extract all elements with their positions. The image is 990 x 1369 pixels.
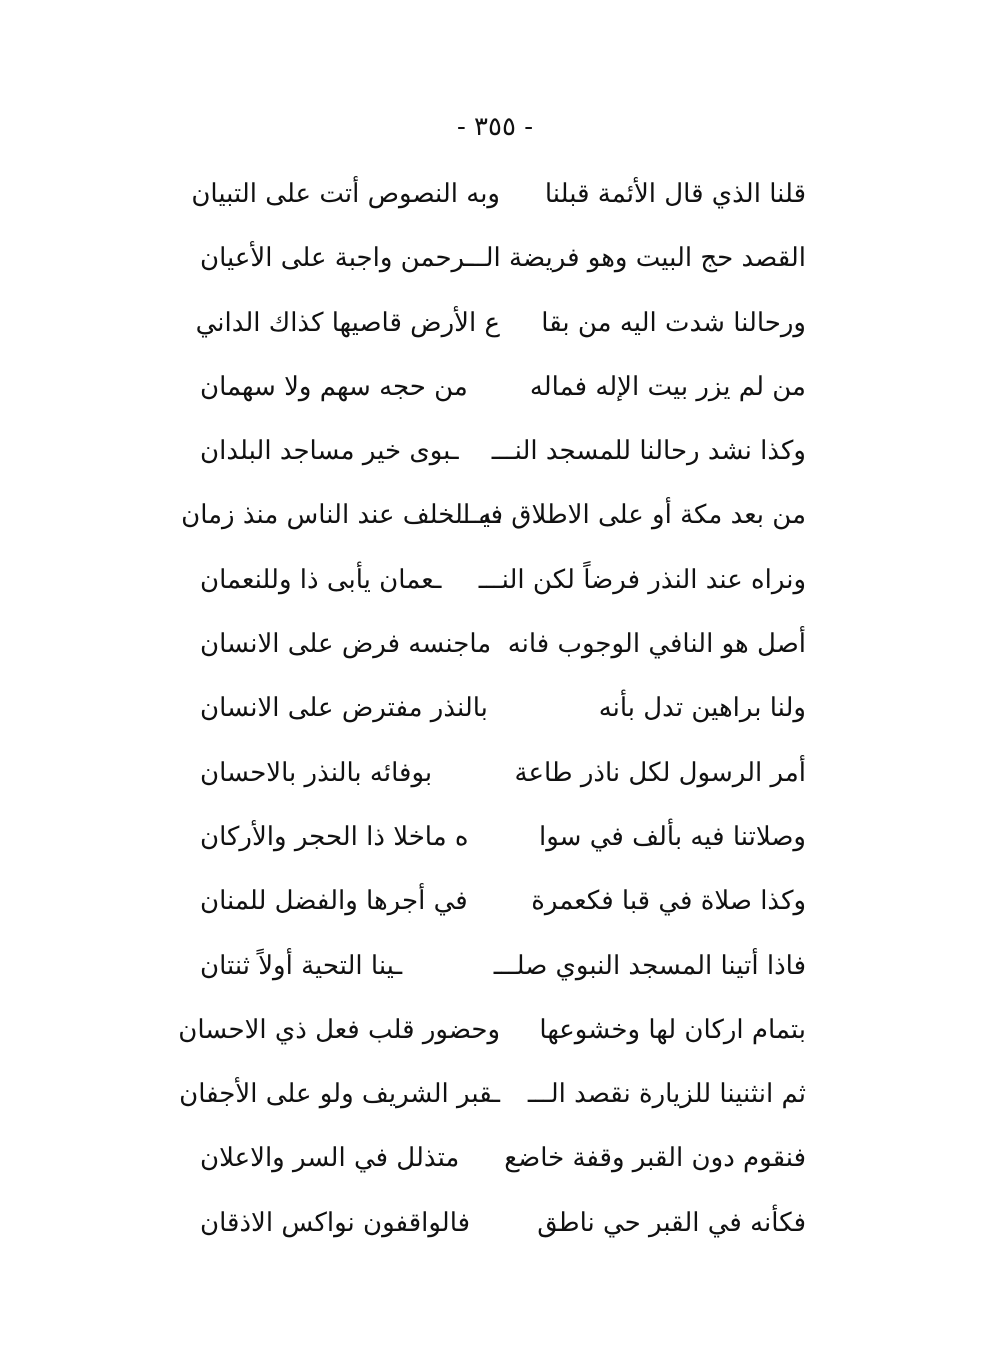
verse	[200, 1136, 806, 1200]
verse-first-half: أمر الرسول لكل ناذر طاعة	[514, 757, 806, 788]
verse-first-half: أصل هو النافي الوجوب فانه	[507, 629, 806, 660]
verse-first-half: فاذا أتينا المسجد النبوي صلـــ	[493, 950, 806, 981]
verse-second-half: من حجه سهم ولا سهمان	[200, 371, 468, 402]
verse-first-half: ولنا براهين تدل بأنه	[598, 693, 806, 724]
verse	[200, 1201, 806, 1265]
verse	[195, 301, 806, 365]
verse-first-half: ونراه عند النذر فرضاً لكن النـــ	[478, 564, 806, 595]
verse-second-half: ـقبر الشريف ولو على الأجفان	[179, 1079, 500, 1110]
verse-first-half: فنقوم دون القبر وقفة خاضع	[504, 1143, 806, 1174]
verse	[200, 686, 806, 750]
verse-second-half: ـعمان يأبى ذا وللنعمان	[200, 564, 442, 595]
verse-second-half: ماجنسه فرض على الانسان	[200, 629, 492, 660]
verse-second-half: ـينا التحية أولاً ثنتان	[200, 950, 403, 981]
verse-second-half: ع الأرض قاصيها كذاك الداني	[195, 307, 500, 338]
verse	[200, 365, 806, 429]
verse	[200, 429, 806, 493]
verse	[200, 622, 806, 686]
verse	[178, 1008, 806, 1072]
verse-first-half: من بعد مكة أو على الاطلاق فيـــ	[459, 500, 806, 531]
verse-first-half: قلنا الذي قال الأئمة قبلنا	[544, 179, 806, 209]
verse-second-half: متذلل في السر والاعلان	[200, 1143, 460, 1174]
verse-first-half: من لم يزر بيت الإله فماله	[529, 371, 806, 402]
verse-second-half: فالواقفون نواكس الاذقان	[200, 1207, 471, 1238]
verse	[200, 751, 806, 815]
verse-second-half: ه ماخلا ذا الحجر والأركان	[200, 821, 469, 852]
verse-second-half: ـبوى خير مساجد البلدان	[200, 436, 459, 467]
verse	[200, 236, 806, 300]
verse-first-half: وكذا نشد رحالنا للمسجد النـــ	[491, 436, 806, 467]
verse-second-half: في أجرها والفضل للمنان	[200, 886, 468, 917]
verse	[181, 493, 806, 557]
verse	[200, 815, 806, 879]
verse-first-half: وكذا صلاة في قبا فكعمرة	[531, 886, 806, 917]
verse-second-half: بالنذر مفترض على الانسان	[200, 693, 488, 724]
verse-first-half: القصد حج البيت وهو فريضة الـــ	[462, 243, 806, 274]
verse-second-half: وحضور قلب فعل ذي الاحسان	[178, 1014, 500, 1045]
verse	[179, 1072, 806, 1136]
verse-first-half: بتمام اركان لها وخشوعها	[539, 1014, 806, 1045]
verse	[200, 944, 806, 1008]
verse-first-half: ورحالنا شدت اليه من بقا	[541, 307, 806, 338]
verse-first-half: فكأنه في القبر حي ناطق	[537, 1207, 806, 1238]
verse-second-half: ـرحمن واجبة على الأعيان	[200, 243, 474, 274]
verse-second-half: ـه الخلف عند الناس منذ زمان	[181, 500, 500, 531]
verse-first-half: وصلاتنا فيه بألف في سوا	[539, 821, 806, 852]
verse-second-half: بوفائه بالنذر بالاحسان	[200, 757, 433, 788]
verse-second-half: وبه النصوص أتت على التبيان	[191, 179, 500, 209]
page-number: - ٣٥٥ -	[456, 112, 534, 142]
verse	[200, 558, 806, 622]
verse	[200, 879, 806, 943]
verse	[191, 172, 806, 236]
verse-first-half: ثم انثنينا للزيارة نقصد الـــ	[527, 1079, 806, 1110]
poem	[178, 172, 806, 1265]
